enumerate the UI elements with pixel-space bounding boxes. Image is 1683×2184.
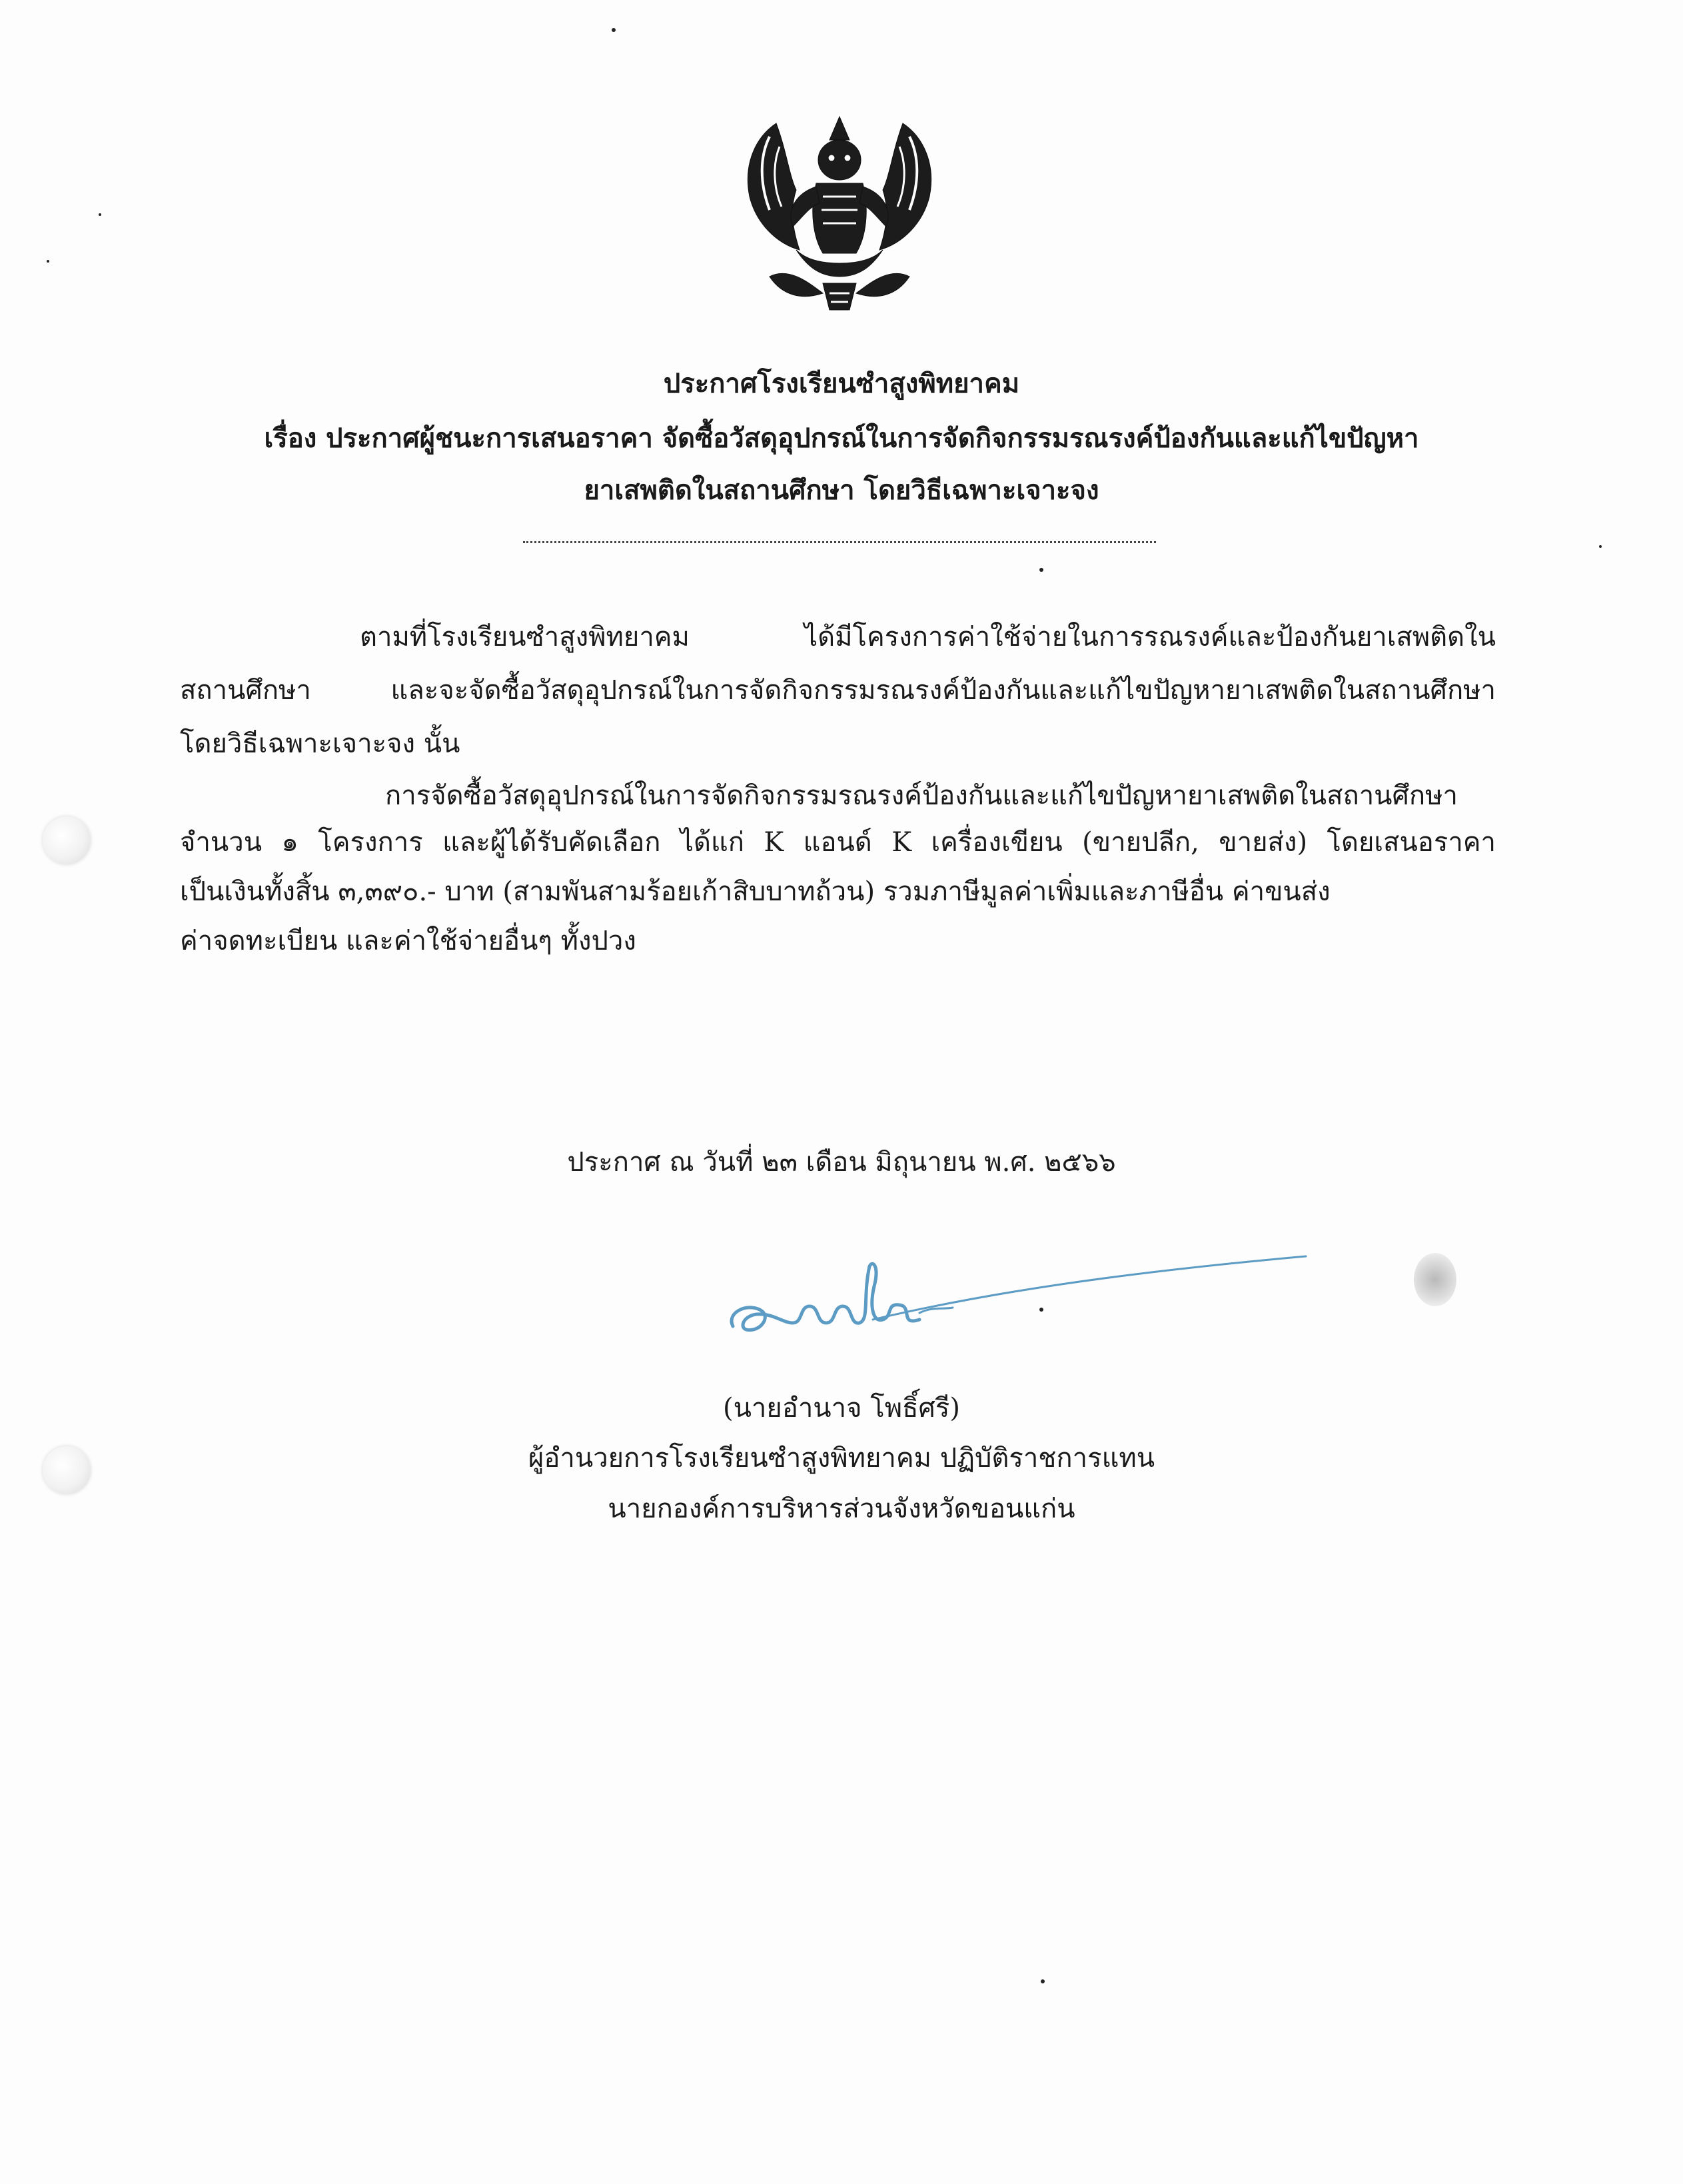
- scan-speck: [47, 260, 49, 263]
- paragraph-1-line-1: ตามที่โรงเรียนซำสูงพิทยาคม ได้มีโครงการค่าใช้จ่ายในการรณรงค์และป้องกันยาเสพติดใน: [360, 622, 1496, 652]
- paragraph-2-line-4: ค่าจดทะเบียน และค่าใช้จ่ายอื่นๆ ทั้งปวง: [180, 926, 636, 956]
- paragraph-2-line-3: เป็นเงินทั้งสิ้น ๓,๓๙๐.- บาท (สามพันสามร้อยเก้าสิบบาทถ้วน) รวมภาษีมูลค่าเพิ่มและภาษีอื่น ค่าขนส่ง: [180, 876, 1331, 907]
- header-divider: [523, 541, 1156, 543]
- scan-speck: [99, 213, 101, 216]
- paragraph-2-line-1: การจัดซื้อวัสดุอุปกรณ์ในการจัดกิจกรรมรณรงค์ป้องกันและแก้ไขปัญหายาเสพติดในสถานศึกษา: [385, 780, 1458, 811]
- scan-speck: [1039, 1308, 1043, 1312]
- signer-position: ผู้อำนวยการโรงเรียนซำสูงพิทยาคม ปฏิบัติราชการแทน: [528, 1443, 1155, 1474]
- document-title: ประกาศโรงเรียนซำสูงพิทยาคม: [663, 368, 1020, 399]
- paragraph-2-line-2: จำนวน ๑ โครงการ และผู้ได้รับคัดเลือก ได้แก่ K แอนด์ K เครื่องเขียน (ขายปลีก, ขายส่ง) โดยเสนอราคา: [180, 827, 1496, 858]
- paragraph-1-line-2: สถานศึกษา และจะจัดซื้อวัสดุอุปกรณ์ในการจัดกิจกรรมรณรงค์ป้องกันและแก้ไขปัญหายาเสพติดในสถานศึกษา: [180, 675, 1496, 706]
- scan-speck: [612, 28, 616, 32]
- paragraph-1-line-3: โดยวิธีเฉพาะเจาะจง นั้น: [180, 728, 460, 759]
- scan-speck: [1599, 545, 1602, 548]
- document-subject-continued: ยาเสพติดในสถานศึกษา โดยวิธีเฉพาะเจาะจง: [584, 475, 1099, 506]
- signer-name: (นายอำนาจ โพธิ์ศรี): [722, 1393, 961, 1424]
- scan-smudge: [1414, 1253, 1456, 1306]
- scan-speck: [1041, 1979, 1045, 1983]
- signature-icon: [720, 1240, 1319, 1353]
- announcement-date: ประกาศ ณ วันที่ ๒๓ เดือน มิถุนายน พ.ศ. ๒๕๖๖: [567, 1147, 1116, 1178]
- document-subject: เรื่อง ประกาศผู้ชนะการเสนอราคา จัดซื้อวัสดุอุปกรณ์ในการจัดกิจกรรมรณรงค์ป้องกันและแก้ไขปัญหา: [264, 423, 1419, 454]
- punch-hole: [43, 1446, 91, 1494]
- scan-speck: [1039, 568, 1043, 572]
- garuda-emblem-icon: [730, 110, 949, 317]
- signer-position-continued: นายกองค์การบริหารส่วนจังหวัดขอนแก่น: [608, 1494, 1075, 1524]
- punch-hole: [43, 816, 91, 864]
